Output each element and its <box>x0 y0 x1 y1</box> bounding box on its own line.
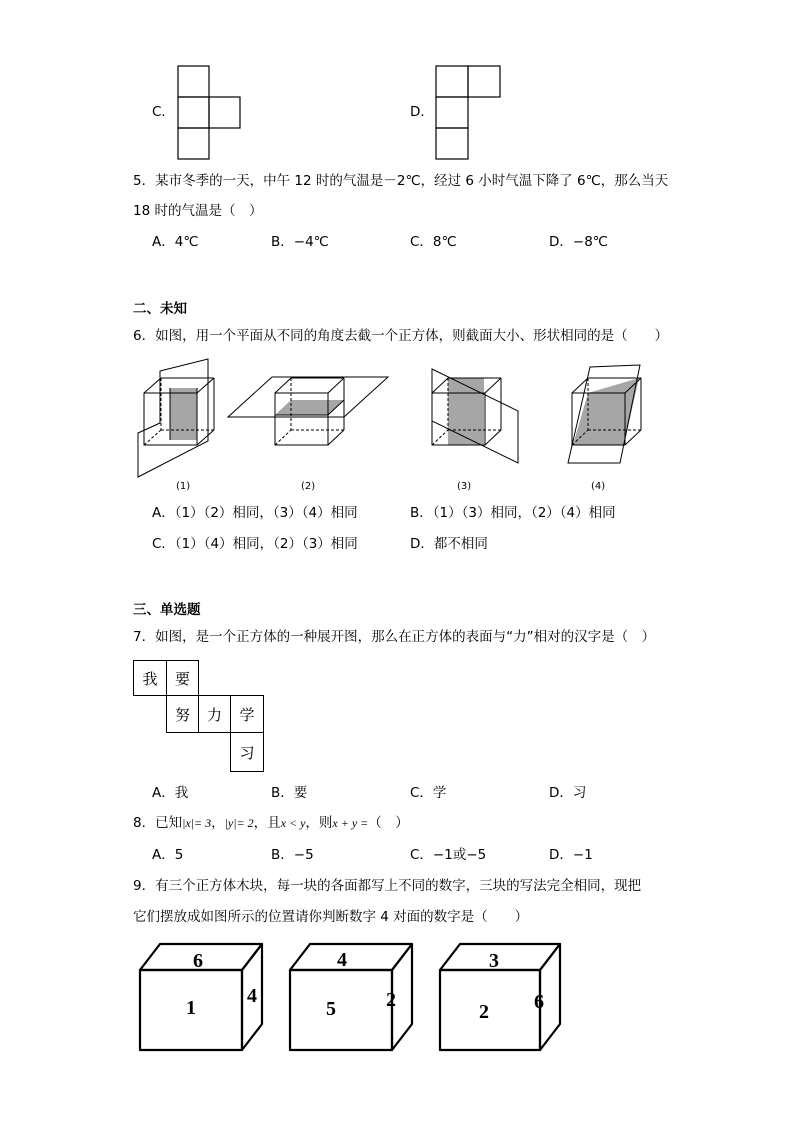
q7-net-cell: 努 <box>166 695 199 733</box>
q8-option-a: A．5 <box>152 847 184 863</box>
q7-net-cell: 我 <box>133 660 167 696</box>
q6-figure-4-cube <box>568 365 641 463</box>
q6-figure-3-cube <box>432 369 518 463</box>
q5-stem-line1: 5．某市冬季的一天，中午 12 时的气温是－2℃，经过 6 小时气温下降了 6℃，那么当天 <box>133 173 669 189</box>
q9-cube3-top-number: 3 <box>489 950 499 972</box>
q9-cube2-front-face <box>290 970 392 1050</box>
q6-option-b: B．（1）（3）相同，（2）（4）相同 <box>410 505 616 521</box>
q6-figure-2-cube <box>228 377 388 445</box>
q9-cube2-top-number: 4 <box>337 949 347 971</box>
q4-option-c-label: C． <box>152 104 175 120</box>
q8-stem-prefix: 8．已知 <box>133 815 183 831</box>
q7-stem: 7．如图，是一个正方体的一种展开图，那么在正方体的表面与“力”相对的汉字是（ ） <box>133 629 656 645</box>
q8-condition: x < y <box>280 816 306 830</box>
section-heading-single-choice: 三、单选题 <box>133 602 201 618</box>
q9-stem-line1: 9．有三个正方体木块，每一块的各面都写上不同的数字，三块的写法完全相同，现把 <box>133 878 642 894</box>
q8-abs-y: |y|= 2 <box>224 816 254 830</box>
q9-cube3-side-number: 6 <box>534 991 544 1013</box>
q9-cube3-front-number: 2 <box>479 1001 489 1023</box>
q8-option-d: D．−1 <box>549 847 593 863</box>
q8-ask-expression: x + y = <box>332 816 369 830</box>
q5-stem-line2: 18 时的气温是（ ） <box>133 203 263 219</box>
q9-stem-line2: 它们摆放成如图所示的位置请你判断数字 4 对面的数字是（ ） <box>133 909 529 925</box>
q9-cubes-figure <box>130 940 570 1058</box>
q8-option-b: B．−5 <box>271 847 314 863</box>
q4-option-d-label: D． <box>410 104 434 120</box>
q4-option-c-net <box>176 64 242 162</box>
q9-cube1-side-number: 4 <box>247 985 257 1007</box>
q8-cond-prefix: ，且 <box>253 815 281 831</box>
q7-option-c: C．学 <box>410 785 447 801</box>
q6-figure-label-3: (3) <box>457 481 472 492</box>
q6-option-d: D．都不相同 <box>410 536 488 552</box>
q6-figure-label-1: (1) <box>176 481 191 492</box>
q9-cube1-front-number: 1 <box>186 997 196 1019</box>
q6-figure-label-4: (4) <box>591 481 606 492</box>
q5-option-a: A．4℃ <box>152 234 199 250</box>
section-heading-unknown: 二、未知 <box>133 301 187 317</box>
q9-cube2-side-number: 2 <box>386 989 396 1011</box>
q8-sep: ， <box>211 815 225 831</box>
q9-cube3-front-face <box>440 970 540 1050</box>
q9-cube2-front-number: 5 <box>326 998 336 1020</box>
q5-option-b: B．−4℃ <box>271 234 329 250</box>
q6-figure-1-cube <box>138 359 214 477</box>
q8-abs-x: |x|= 3 <box>182 816 212 830</box>
q7-net-cell: 学 <box>230 695 264 733</box>
q6-option-c: C．（1）（4）相同，（2）（3）相同 <box>152 536 358 552</box>
q6-stem: 6．如图，用一个平面从不同的角度去截一个正方体，则截面大小、形状相同的是（ ） <box>133 328 669 344</box>
q7-cube-net <box>133 660 265 772</box>
q8-ask-prefix: ，则 <box>305 815 333 831</box>
q8-option-c: C．−1或−5 <box>410 847 487 863</box>
q7-net-cell: 习 <box>230 732 264 772</box>
q5-option-c: C．8℃ <box>410 234 457 250</box>
q6-figure-label-2: (2) <box>301 481 316 492</box>
q7-net-cell: 要 <box>166 660 199 696</box>
q7-option-a: A．我 <box>152 785 189 801</box>
q8-stem <box>133 817 409 831</box>
q4-option-d-net <box>434 64 502 162</box>
q9-cube1-top-number: 6 <box>193 950 203 972</box>
q6-cube-cuts-figure <box>130 355 660 495</box>
q7-net-cell: 力 <box>198 695 231 733</box>
q6-option-a: A．（1）（2）相同，（3）（4）相同 <box>152 505 358 521</box>
q5-option-d: D．−8℃ <box>549 234 608 250</box>
q7-option-d: D．习 <box>549 785 587 801</box>
q7-option-b: B．要 <box>271 785 308 801</box>
q8-ask-suffix: （ ） <box>368 815 409 831</box>
